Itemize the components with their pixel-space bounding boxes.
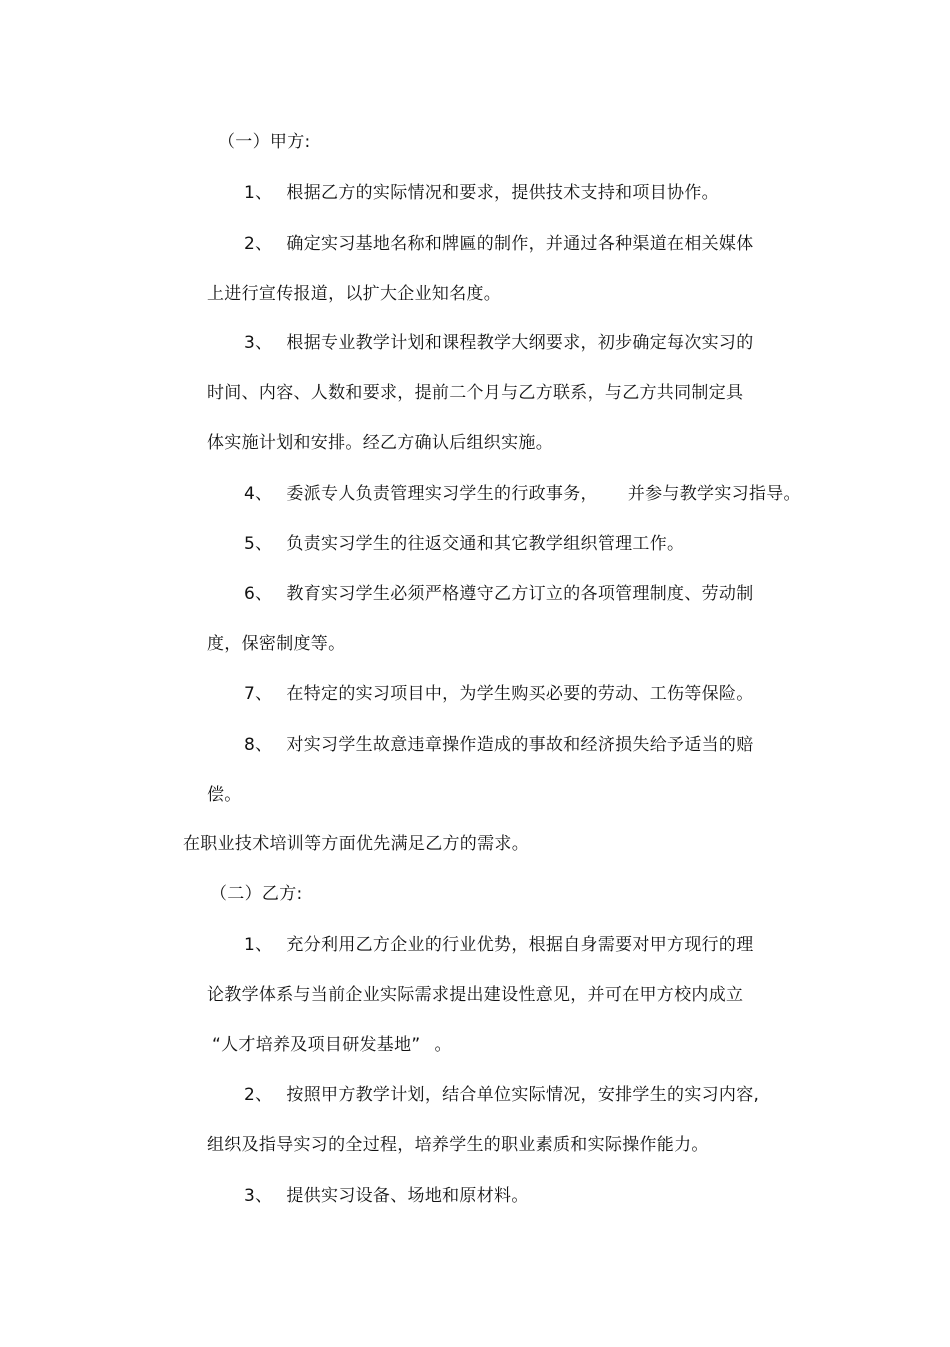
item-text: 确定实习基地名称和牌匾的制作，并通过各种渠道在相关媒体	[286, 234, 754, 254]
item-number: 7、	[244, 684, 273, 704]
item-number: 2、	[244, 234, 273, 254]
item-text: 负责实习学生的往返交通和其它教学组织管理工作。	[286, 534, 685, 554]
item-number: 5、	[244, 534, 273, 554]
section-heading-party-a: （一）甲方:	[218, 132, 311, 152]
item-text-continuation: 时间、内容、人数和要求，提前二个月与乙方联系，与乙方共同制定具	[207, 383, 744, 403]
item-text: 。	[434, 1035, 452, 1055]
section-heading-party-b: （二）乙方:	[210, 884, 303, 904]
item-number: 1、	[244, 183, 273, 203]
item-text-continuation: 论教学体系与当前企业实际需求提出建设性意见，并可在甲方校内成立	[207, 985, 744, 1005]
item-text: 充分利用乙方企业的行业优势，根据自身需要对甲方现行的理	[286, 935, 754, 955]
list-item	[244, 933, 754, 957]
list-item	[244, 1184, 529, 1208]
list-item	[244, 582, 754, 606]
item-text-continuation: 组织及指导实习的全过程，培养学生的职业素质和实际操作能力。	[207, 1135, 709, 1155]
list-item	[244, 232, 754, 256]
list-item	[244, 331, 754, 355]
item-number: 2、	[244, 1085, 273, 1105]
list-item	[244, 682, 754, 706]
item-text-continuation: 偿。	[207, 785, 242, 805]
item-text: 按照甲方教学计划，结合单位实际情况，安排学生的实习内容,	[286, 1085, 760, 1105]
item-number: 6、	[244, 584, 273, 604]
item-text-continuation	[212, 1033, 452, 1057]
item-number: 3、	[244, 333, 273, 353]
item-text-continuation: 度，保密制度等。	[207, 634, 346, 654]
body-text: 在职业技术培训等方面优先满足乙方的需求。	[183, 834, 529, 854]
item-text: 提供实习设备、场地和原材料。	[286, 1186, 529, 1206]
item-text: 在特定的实习项目中，为学生购买必要的劳动、工伤等保险。	[286, 684, 754, 704]
list-item	[244, 181, 719, 205]
item-number: 1、	[244, 935, 273, 955]
item-text: 委派专人负责管理实习学生的行政事务，	[286, 484, 598, 504]
item-text: 对实习学生故意违章操作造成的事故和经济损失给予适当的赔	[286, 735, 754, 755]
list-item	[244, 733, 754, 757]
list-item	[244, 532, 684, 556]
item-text-continuation: 体实施计划和安排。经乙方确认后组织实施。	[207, 433, 553, 453]
item-text: 根据专业教学计划和课程教学大纲要求，初步确定每次实习的	[286, 333, 754, 353]
item-text: 教育实习学生必须严格遵守乙方订立的各项管理制度、劳动制	[286, 584, 754, 604]
list-item	[244, 1083, 759, 1107]
item-number: 4、	[244, 484, 273, 504]
item-text: 根据乙方的实际情况和要求，提供技术支持和项目协作。	[286, 183, 719, 203]
item-number: 8、	[244, 735, 273, 755]
item-text: “人才培养及项目研发基地”	[212, 1035, 421, 1055]
item-text: 并参与教学实习指导。	[627, 484, 801, 504]
list-item	[244, 482, 801, 506]
item-text-continuation: 上进行宣传报道，以扩大企业知名度。	[207, 284, 502, 304]
item-number: 3、	[244, 1186, 273, 1206]
